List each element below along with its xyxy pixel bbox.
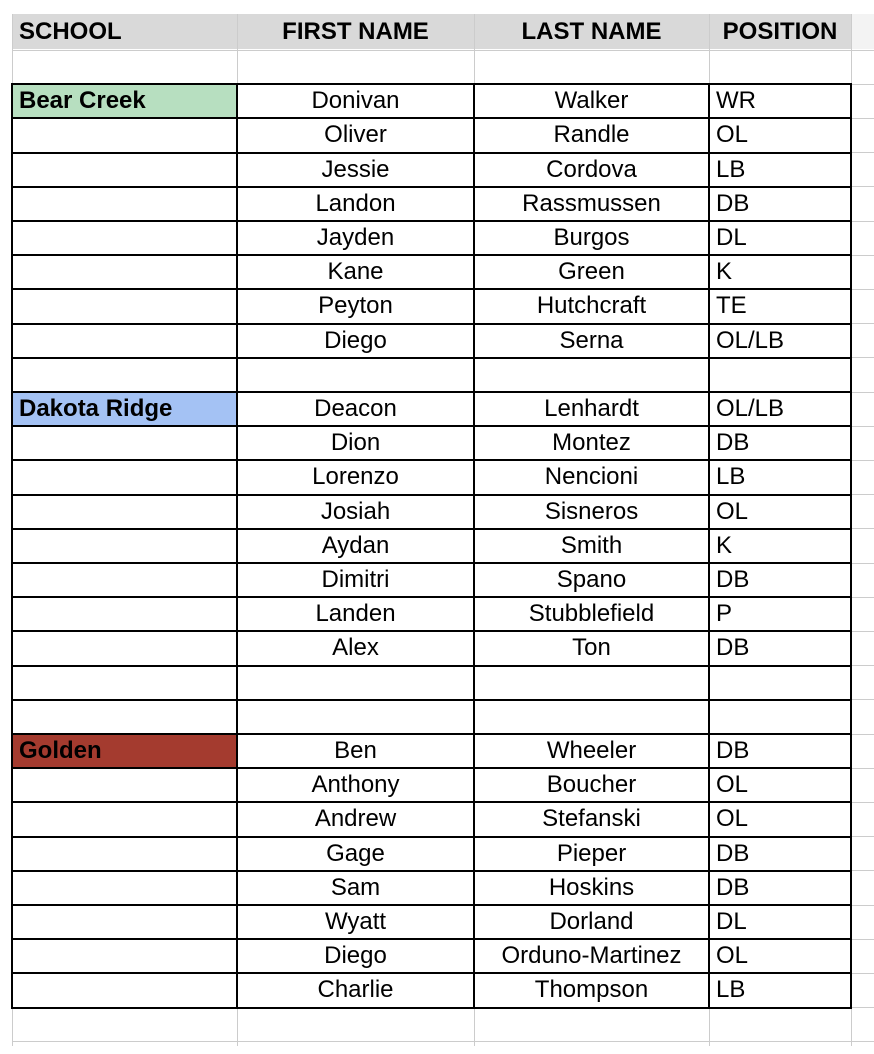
position-cell[interactable]: DL [716, 908, 747, 935]
first-name-cell[interactable] [237, 358, 474, 392]
first-name-cell[interactable]: Aydan [321, 531, 390, 559]
gridline-v [851, 14, 852, 50]
border-h [12, 220, 851, 222]
border-h [12, 528, 851, 530]
position-cell[interactable]: OL [716, 942, 749, 970]
border-h [12, 494, 851, 496]
position-cell[interactable]: K [716, 258, 733, 286]
border-v [850, 83, 852, 1008]
school-cell[interactable] [12, 973, 237, 1007]
last-name-cell[interactable] [474, 50, 709, 84]
position-cell[interactable] [709, 666, 851, 700]
position-cell[interactable]: OL [716, 771, 749, 799]
position-cell[interactable]: OL/LB [716, 326, 785, 354]
border-h [12, 117, 851, 119]
position-cell[interactable]: DB [716, 189, 750, 217]
last-name-cell[interactable] [474, 1008, 709, 1042]
first-name-cell[interactable]: Jessie [321, 155, 390, 183]
last-name-cell[interactable]: Walker [554, 87, 629, 115]
school-cell[interactable] [12, 358, 237, 392]
first-name-cell[interactable]: Deacon [314, 395, 397, 422]
last-name-cell[interactable]: Sisneros [544, 497, 639, 525]
position-cell[interactable]: DB [716, 873, 750, 901]
border-h [12, 1007, 851, 1009]
position-cell[interactable]: OL [716, 805, 749, 833]
position-cell[interactable]: LB [716, 463, 746, 491]
last-name-cell[interactable] [474, 666, 709, 700]
first-name-cell[interactable]: Landon [315, 189, 396, 217]
school-cell[interactable] [12, 529, 237, 563]
last-name-cell[interactable]: Pieper [556, 839, 627, 867]
last-name-cell[interactable]: Randle [553, 121, 630, 149]
border-h [12, 630, 851, 632]
first-name-cell[interactable]: Peyton [318, 292, 393, 320]
school-cell[interactable] [12, 631, 237, 665]
border-h [12, 186, 851, 188]
last-name-cell[interactable]: Hoskins [548, 873, 635, 901]
school-cell[interactable] [12, 837, 237, 871]
position-cell[interactable] [709, 700, 851, 734]
header-school[interactable]: SCHOOL [12, 14, 237, 49]
last-name-cell[interactable]: Montez [552, 429, 631, 457]
school-cell[interactable] [12, 768, 237, 802]
first-name-cell[interactable]: Josiah [320, 497, 391, 525]
border-h [12, 699, 851, 701]
first-name-cell[interactable]: Landen [315, 600, 396, 628]
border-h [12, 733, 851, 735]
border-h [12, 972, 851, 974]
first-name-cell[interactable] [237, 1008, 474, 1042]
first-name-cell[interactable]: Alex [332, 634, 379, 662]
school-cell[interactable] [12, 187, 237, 221]
last-name-cell[interactable]: Stubblefield [528, 600, 655, 628]
school-cell[interactable] [12, 871, 237, 905]
last-name-cell[interactable]: Rassmussen [522, 189, 661, 217]
first-name-cell[interactable]: Jayden [316, 224, 395, 251]
border-h [12, 83, 851, 85]
header-position[interactable]: POSITION [709, 14, 851, 49]
border-h [12, 562, 851, 564]
first-name-cell[interactable]: Diego [324, 942, 387, 970]
border-h [12, 870, 851, 872]
school-cell[interactable]: Dakota Ridge [12, 392, 237, 426]
position-cell[interactable]: DB [716, 634, 750, 662]
school-cell[interactable] [12, 1008, 237, 1042]
position-cell[interactable]: TE [716, 292, 747, 320]
position-cell[interactable]: DB [716, 737, 750, 764]
last-name-cell[interactable]: Smith [560, 531, 623, 559]
position-cell[interactable] [709, 50, 851, 84]
school-cell[interactable] [12, 905, 237, 939]
last-name-cell[interactable]: Wheeler [546, 737, 637, 764]
position-cell[interactable] [709, 1008, 851, 1042]
first-name-cell[interactable]: Andrew [314, 805, 397, 833]
position-cell[interactable]: K [716, 531, 733, 559]
border-h [12, 904, 851, 906]
border-h [12, 938, 851, 940]
border-v [708, 83, 710, 1008]
school-cell[interactable] [12, 324, 237, 358]
last-name-cell[interactable]: Green [558, 258, 625, 286]
last-name-cell[interactable]: Stefanski [542, 805, 641, 833]
position-cell[interactable]: LB [716, 155, 746, 183]
first-name-cell[interactable]: Kane [327, 258, 384, 286]
border-h [12, 459, 851, 461]
position-cell[interactable]: DL [716, 224, 747, 251]
border-v [236, 83, 238, 1008]
school-cell[interactable] [12, 50, 237, 84]
position-cell[interactable]: OL [716, 497, 749, 525]
school-cell[interactable] [12, 700, 237, 734]
last-name-cell[interactable]: Spano [556, 566, 627, 593]
position-cell[interactable]: DB [716, 839, 750, 867]
school-cell[interactable] [12, 563, 237, 597]
border-v [11, 83, 13, 1008]
border-h [12, 596, 851, 598]
last-name-cell[interactable]: Lenhardt [544, 395, 639, 422]
last-name-cell[interactable]: Boucher [546, 771, 637, 799]
border-h [12, 665, 851, 667]
school-cell[interactable] [12, 666, 237, 700]
border-h [12, 801, 851, 803]
school-cell[interactable] [12, 802, 237, 836]
school-cell[interactable]: Golden [12, 734, 237, 768]
last-name-cell[interactable]: Thompson [534, 976, 649, 1004]
first-name-cell[interactable]: Diego [324, 326, 387, 354]
border-h [12, 391, 851, 393]
last-name-cell[interactable]: Hutchcraft [536, 292, 647, 320]
border-h [12, 357, 851, 359]
position-cell[interactable]: DB [716, 566, 750, 593]
border-h [12, 254, 851, 256]
position-cell[interactable]: P [716, 600, 733, 628]
border-h [12, 152, 851, 154]
school-cell[interactable] [12, 426, 237, 460]
last-name-cell[interactable]: Burgos [553, 224, 630, 251]
first-name-cell[interactable]: Dimitri [321, 566, 390, 593]
school-cell[interactable]: Bear Creek [12, 84, 237, 118]
position-cell[interactable] [709, 358, 851, 392]
last-name-cell[interactable]: Orduno-Martinez [501, 942, 682, 970]
last-name-cell[interactable]: Ton [572, 634, 611, 662]
border-h [12, 767, 851, 769]
school-cell[interactable] [12, 460, 237, 494]
header-filler [851, 14, 874, 49]
school-cell[interactable] [12, 939, 237, 973]
first-name-cell[interactable]: Ben [334, 737, 377, 764]
first-name-cell[interactable]: Donivan [311, 87, 400, 115]
last-name-cell[interactable]: Serna [559, 326, 624, 354]
school-cell[interactable] [12, 495, 237, 529]
first-name-cell[interactable]: Gage [326, 839, 385, 867]
school-cell[interactable] [12, 118, 237, 152]
header-first-name[interactable]: FIRST NAME [237, 14, 474, 49]
last-name-cell[interactable] [474, 700, 709, 734]
first-name-cell[interactable]: Wyatt [324, 908, 387, 935]
school-cell[interactable] [12, 597, 237, 631]
position-cell[interactable]: WR [716, 87, 756, 115]
border-h [12, 836, 851, 838]
school-cell[interactable] [12, 221, 237, 255]
first-name-cell[interactable]: Sam [330, 873, 381, 901]
position-cell[interactable]: OL/LB [716, 395, 785, 422]
school-cell[interactable] [12, 153, 237, 187]
border-h [12, 323, 851, 325]
header-last-name[interactable]: LAST NAME [474, 14, 709, 49]
first-name-cell[interactable]: Dion [330, 429, 381, 457]
first-name-cell[interactable]: Charlie [317, 976, 394, 1004]
first-name-cell[interactable] [237, 666, 474, 700]
position-cell[interactable]: DB [716, 429, 750, 457]
first-name-cell[interactable]: Oliver [324, 121, 387, 149]
school-cell[interactable] [12, 289, 237, 323]
school-cell[interactable] [12, 255, 237, 289]
first-name-cell[interactable]: Anthony [311, 771, 400, 799]
border-h [12, 288, 851, 290]
position-cell[interactable]: OL [716, 121, 749, 149]
position-cell[interactable]: LB [716, 976, 746, 1004]
first-name-cell[interactable] [237, 50, 474, 84]
first-name-cell[interactable]: Lorenzo [312, 463, 399, 491]
last-name-cell[interactable]: Dorland [549, 908, 634, 935]
first-name-cell[interactable] [237, 700, 474, 734]
last-name-cell[interactable] [474, 358, 709, 392]
border-h [12, 425, 851, 427]
last-name-cell[interactable]: Nencioni [544, 463, 639, 491]
border-v [473, 83, 475, 1008]
last-name-cell[interactable]: Cordova [546, 155, 637, 183]
